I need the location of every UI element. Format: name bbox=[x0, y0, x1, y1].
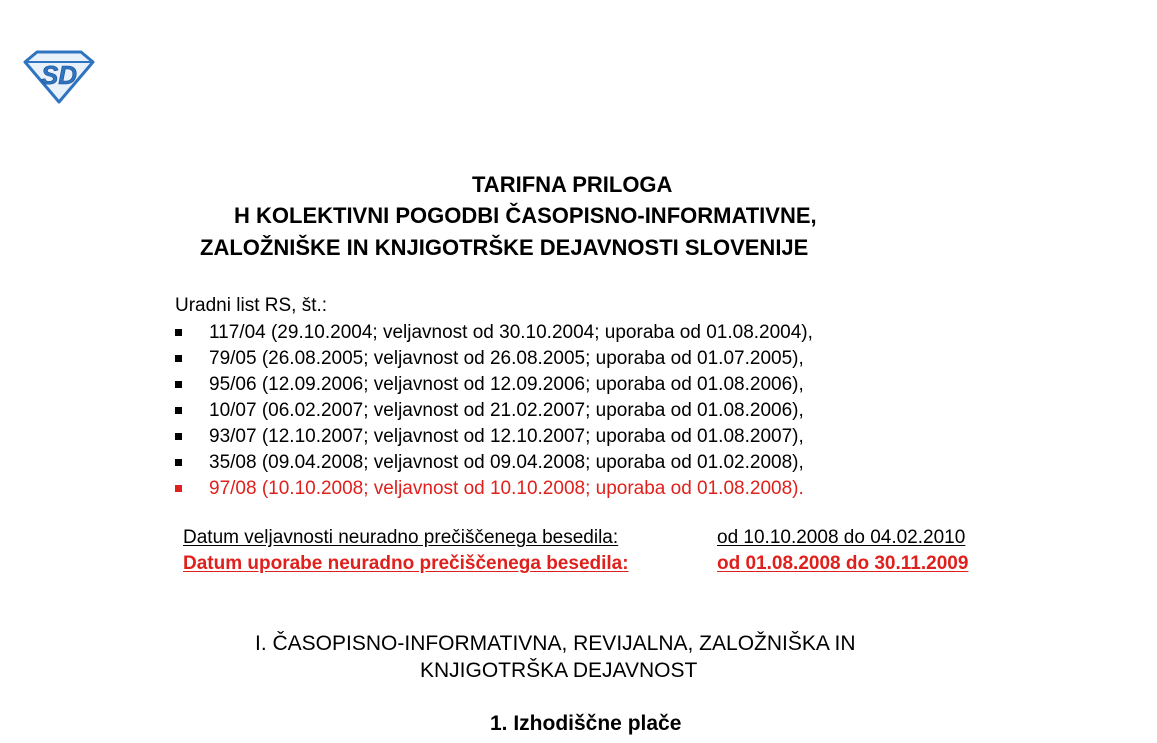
gazette-item-text: 79/05 (26.08.2005; veljavnost od 26.08.2005; uporaba od 01.07.2005), bbox=[209, 348, 804, 369]
usage-label: Datum uporabe neuradno prečiščenega besedila: bbox=[183, 553, 629, 574]
usage-value: od 01.08.2008 do 30.11.2009 bbox=[717, 553, 969, 574]
document-subtitle-line1: H KOLEKTIVNI POGODBI ČASOPISNO-INFORMATIVNE, bbox=[234, 203, 817, 228]
gazette-item-text: 10/07 (06.02.2007; veljavnost od 21.02.2007; uporaba od 01.08.2006), bbox=[209, 400, 804, 421]
gazette-item bbox=[175, 424, 813, 450]
gazette-item bbox=[175, 398, 813, 424]
bullet-icon bbox=[175, 329, 182, 336]
logo-letters: SD bbox=[40, 60, 78, 90]
validity-label: Datum veljavnosti neuradno prečiščenega besedila: bbox=[183, 527, 619, 548]
gazette-list bbox=[175, 320, 813, 502]
sd-logo-icon bbox=[22, 50, 96, 104]
gazette-item bbox=[175, 450, 813, 476]
chapter-heading-line2: KNJIGOTRŠKA DEJAVNOST bbox=[420, 659, 698, 682]
section-heading: 1. Izhodiščne plače bbox=[490, 712, 682, 735]
gazette-item-text: 117/04 (29.10.2004; veljavnost od 30.10.2004; uporaba od 01.08.2004), bbox=[209, 322, 813, 343]
document-title: TARIFNA PRILOGA bbox=[472, 172, 673, 197]
bullet-icon bbox=[175, 407, 182, 414]
bullet-icon bbox=[175, 433, 182, 440]
gazette-item bbox=[175, 320, 813, 346]
gazette-item-text: 97/08 (10.10.2008; veljavnost od 10.10.2008; uporaba od 01.08.2008). bbox=[209, 478, 804, 499]
validity-value: od 10.10.2008 do 04.02.2010 bbox=[717, 527, 966, 548]
document-subtitle-line2: ZALOŽNIŠKE IN KNJIGOTRŠKE DEJAVNOSTI SLOVENIJE bbox=[200, 235, 809, 260]
bullet-icon bbox=[175, 355, 182, 362]
gazette-item-text: 35/08 (09.04.2008; veljavnost od 09.04.2008; uporaba od 01.02.2008), bbox=[209, 452, 804, 473]
usage-row bbox=[183, 552, 969, 576]
bullet-icon bbox=[175, 485, 182, 492]
gazette-item bbox=[175, 346, 813, 372]
gazette-item-text: 93/07 (12.10.2007; veljavnost od 12.10.2007; uporaba od 01.08.2007), bbox=[209, 426, 804, 447]
validity-row bbox=[183, 526, 966, 550]
chapter-heading-line1: I. ČASOPISNO-INFORMATIVNA, REVIJALNA, ZALOŽNIŠKA IN bbox=[255, 632, 856, 655]
gazette-label: Uradni list RS, št.: bbox=[175, 295, 328, 316]
bullet-icon bbox=[175, 459, 182, 466]
bullet-icon bbox=[175, 381, 182, 388]
gazette-item-text: 95/06 (12.09.2006; veljavnost od 12.09.2006; uporaba od 01.08.2006), bbox=[209, 374, 804, 395]
gazette-item-latest bbox=[175, 476, 813, 502]
gazette-item bbox=[175, 372, 813, 398]
